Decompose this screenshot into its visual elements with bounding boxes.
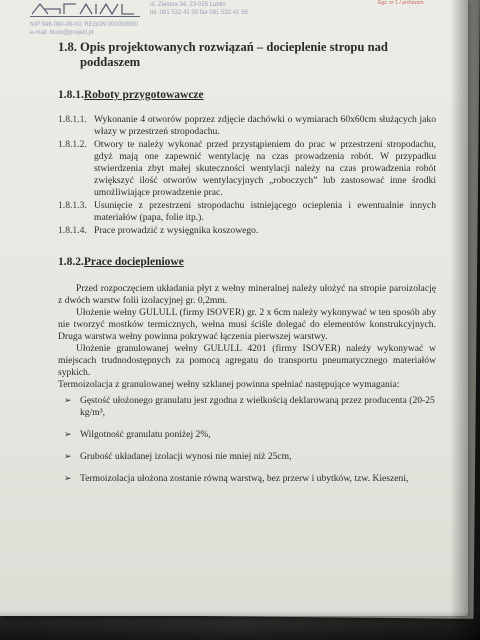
list-item-text: Grubość układanej izolacji wynosi nie mniej niż 25cm, <box>80 451 292 462</box>
list-item <box>64 395 436 419</box>
subsection-number: 1.8.1. <box>58 89 84 101</box>
paragraph-granulated-wool: Ułożenie granulowanej wełny GULULL 4201 (firmy ISOVER) należy wykonywać w miejscach trudnodostępnych za pomocą agregatu do transportu pneumatycznego materiałów sypkich. <box>58 343 436 378</box>
list-item <box>58 114 436 138</box>
section-title: Opis projektowanych rozwiązań – docieplenie stropu nad poddaszem <box>80 40 388 69</box>
list-item <box>64 451 436 463</box>
list-item-number: 1.8.1.1. <box>58 114 87 125</box>
arrow-bullet-icon: ➢ <box>64 474 72 484</box>
list-item-text: Gęstość ułożonego granulatu jest zgodna z wielkością deklarowaną przez producenta (20-25 kg/m³, <box>80 395 435 418</box>
subsection-heading-insulation <box>58 255 436 269</box>
letterhead-email: e-mail: biuro@projekt.pl <box>30 30 94 36</box>
list-item-text: Otwory te należy wykonać przed przystąpieniem do prac w przestrzeni stropodachu, gdyż mają one zapewnić wentylację na czas prowadzenia robót. W przypadku stwierdzenia zbyt małej skuteczności wentylacji należy na czas prowadzenia robót zwiększyć ilość otworów wentylacyjnych „roboczych” lub zastosować inne środki umożliwiające prowadzenie prac. <box>94 139 436 198</box>
list-item-number: 1.8.1.4. <box>58 225 87 236</box>
list-item-number: 1.8.1.2. <box>58 139 87 150</box>
list-item <box>64 473 436 485</box>
letterhead <box>30 0 440 40</box>
list-item <box>58 225 436 237</box>
corner-stamp-note: Egz. nr 1 / archiwum <box>378 0 424 6</box>
bottom-shadow <box>0 610 480 640</box>
document-content <box>58 40 436 495</box>
list-item <box>58 200 436 224</box>
subsection-number: 1.8.2. <box>58 256 84 268</box>
letterhead-address: ul. Zielona 34, 23-025 Lublin <box>150 2 226 8</box>
subsection-title: Prace dociepleniowe <box>83 256 184 268</box>
paragraph-requirements: Termoizolacja z granulowanej wełny szklanej powinna spełniać następujące wymagania: <box>58 379 400 390</box>
paragraph-vapor-barrier: Przed rozpoczęciem układania płyt z wełny mineralnej należy ułożyć na stropie paroizolację z dwóch warstw folii izolacyjnej gr. 0,2mm. <box>58 283 436 306</box>
list-item-text: Termoizolacja ułożona zostanie równą warstwą, bez przerw i ubytków, tzw. Kieszeni, <box>80 473 409 484</box>
arrow-bullet-icon: ➢ <box>64 396 72 406</box>
list-item-text: Prace prowadzić z wysięgnika koszowego. <box>94 225 259 236</box>
arrow-bullet-icon: ➢ <box>64 452 72 462</box>
list-item-text: Wykonanie 4 otworów poprzez zdjęcie dachówki o wymiarach 60x60cm służących jako włazy w przestrzeń stropodachu. <box>94 114 436 137</box>
requirements-list <box>58 395 436 485</box>
subsection-title: Roboty przygotowawcze <box>83 89 204 101</box>
list-item <box>64 429 436 441</box>
paragraph-wool-layers: Ułożenie wełny GULULL (firmy ISOVER) gr. 2 x 6cm należy wykonywać w ten sposób aby nie tworzyć mostków termicznych, wełna musi ściśle dolegać do elementów konstrukcyjnych. Druga warstwa wełny powinna pokrywać łączenia pierwszej warstwy. <box>58 307 436 342</box>
company-logo <box>30 0 140 17</box>
subsection-heading-prep <box>58 88 436 102</box>
list-item <box>58 139 436 199</box>
letterhead-phone: tel. 081 532 41 58 fax 081 532 41 58 <box>150 10 248 16</box>
list-item-number: 1.8.1.3. <box>58 200 87 211</box>
arrow-bullet-icon: ➢ <box>64 430 72 440</box>
list-item-text: Wilgotność granulatu poniżej 2%, <box>80 429 211 440</box>
list-item-text: Usunięcie z przestrzeni stropodachu istniejącego ocieplenia i ewentualnie innych materiałów (papa, folie itp.). <box>94 200 436 223</box>
section-heading <box>58 40 436 70</box>
numbered-list-prep <box>58 114 436 237</box>
section-number: 1.8. <box>58 40 77 54</box>
letterhead-ids: NIP 946-000-00-00, REGON 000000000 <box>30 22 138 28</box>
